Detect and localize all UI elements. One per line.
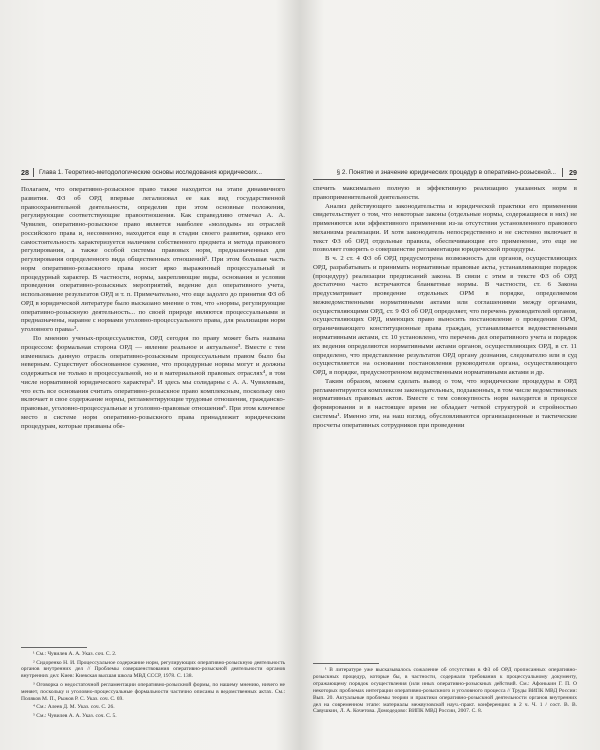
running-head-title: § 2. Понятие и значение юридических процедур в оперативно-розыскной... bbox=[336, 169, 556, 176]
paragraph: Анализ действующего законодательства и юридической практики его применения свидетельствует о том, что некоторые законы (отдельные нормы, содержащиеся в них) не применяются или эффективного применения из-за отсутствия установленного правового механизма реализации. И хотя законодатель непосредственно и не системно включает в текст ФЗ об ОРД отдельные правила, обеспечивающие его применение, это еще не позволяет говорить о совершенстве регламентации юридической процедуры. bbox=[313, 202, 577, 254]
header-divider bbox=[562, 168, 563, 177]
footnote: ² Сидоренко Н. И. Процессуальное содержание норм, регулирующих оперативно-розыскную деятельность органов внутренних дел // Проблемы совершенствования оперативно-розыскной деятельности органов внутренних дел: Киев: Киевская высшая школа МВД СССР, 1978. С. 138. bbox=[21, 659, 285, 680]
footnote-divider bbox=[313, 663, 379, 664]
footnote: ¹ См.: Чувилев А. А. Указ. соч. С. 2. bbox=[33, 651, 117, 657]
footnotes bbox=[21, 651, 285, 721]
footnotes bbox=[313, 667, 577, 717]
paragraph: В ч. 2 ст. 4 ФЗ об ОРД предусмотрена возможность для органов, осуществляющих ОРД, разрабатывать и принимать нормативные правовые акты, устанавливающие порядок (процедуру) реализации предписаний закона. В связи с этим в тексте ФЗ об ОРД достаточно часто встречаются бланкетные нормы. В частности, ст. 6 Закона предусматривает проведение отдельных ОРМ в порядке, определяемом межведомственными нормативными актами или соглашениями между органами, осуществляющими ОРД, ст. 9 ФЗ об ОРД определяет, что перечень руководителей органов, осуществляющих ОРД, имеющих право выносить постановление о проведении ОРМ, ограничивающего конституционные права граждан, устанавливается ведомственными нормативными актами, ст. 10 установлено, что перечень дел оперативного учета и порядок их ведения определяются нормативными актами органов, осуществляющих ОРД, в ст. 11 определено, что представление результатов ОРД органу дознания, следователю или в суд осуществляется на основании постановления руководителя органа, осуществляющего ОРД, в порядке, предусмотренном ведомственными нормативными актами и др. bbox=[313, 255, 577, 377]
body-text bbox=[21, 186, 285, 431]
footnote: ³ Оговорка о недостаточной регламентации оперативно-розыскной формы, по нашему мнению, ничего не меняет, поскольку и уголовно-процессуальные формальности частично описаны в ведомственных актах. См.: Поляков М. П., Рыжов Р. С. Указ. соч. С. 69. bbox=[21, 681, 285, 702]
running-header bbox=[21, 166, 285, 180]
paragraph: Полагаем, что оперативно-розыскное право также находится на этапе динамичного развития. ФЗ об ОРД впервые легализовал ее как вид государственной правоохранительной деятельности, определив при этом основные положения, регулирующие соответствующие правоотношения. Как справедливо отмечал А. А. Чувилев, оперативно-розыскное право является наиболее «молодым» из отраслей российского права и, несомненно, находится еще в стадии своего развития, однако его самостоятельность характеризуется наличием собственного предмета и метода правового регулирования, а также особой системы правовых норм, предназначенных для регулирования определенного вида общественных отношений¹. При этом большая часть норм оперативно-розыскного права носит ярко выраженный процессуальный и процедурный характер. В частности, нормы, закрепляющие виды, основания и условия проведения оперативно-розыскных мероприятий, ведение дел оперативного учета, использование результатов ОРД и т. п. Примечательно, что еще задолго до принятия ФЗ об ОРД в юридической литературе было высказано мнение о том, что «нормы, регулирующие оперативно-розыскную деятельность... по своей природе являются процессуальными и предназначены, наравне с нормами уголовно-процессуального права, для реализации норм уголовного права»². bbox=[21, 186, 285, 334]
paragraph: Таким образом, можем сделать вывод о том, что юридические процедуры в ОРД регламентируются комплексом законодательных, подзаконных, в том числе ведомственных нормативных правовых актов. Вместе с тем совокупность норм находится в процессе формирования и в настоящее время не обладает четкой структурой и стройностью системы¹. Именно эти, на наш взгляд, обусловливаются организационные и тактические просчеты оперативных сотрудников при проведении bbox=[313, 377, 577, 429]
page-number: 29 bbox=[569, 168, 577, 177]
running-head-title: Глава 1. Теоретико-методологические основы исследования юридических... bbox=[39, 169, 262, 176]
footnote: ⁴ См.: Алеев Д. М. Указ. соч. С. 26. bbox=[33, 704, 115, 711]
page-number: 28 bbox=[21, 168, 29, 177]
body-text bbox=[313, 185, 577, 430]
paragraph: По мнению ученых-процессуалистов, ОРД сегодня по праву может быть названа процессом: формальная сторона ОРД — явление реальное и актуальное³. Вместе с тем изменилась данную отрасль оперативно-розыскным процессуальным правом было бы неверным. Существует обоснованное сужение, что процедурные нормы могут и должны содержаться не только в процессуальной, но и в материальной правовых отраслях⁴, в том числе нормативной юридического характера⁵. И здесь мы солидарны с А. А. Чувилевым, что есть все основания считать оперативно-розыскное право комплексным, поскольку оно включает в свое содержание нормы, регламентирующие трудовые отношения, гражданско-правовые, уголовно-процессуальные и уголовно-правовые отношения⁶. При этом ключевое место в системе норм оперативно-розыскного права принадлежит юридическим процедурам, которые призваны обе- bbox=[21, 335, 285, 430]
footnote: ¹ В литературе уже высказывалось сожаление об отсутствии в ФЗ об ОРД прописанных оперативно-розыскных процедур, которые бы, в частности, содержали требования к процессуальному документу, отражающему порядок осуществления (или иных оперативно-розыскных действий. См.: Афонькин Г. П. О некоторых проблемах интеграции оперативно-розыскного и уголовного процесса // Труды ВИПК МВД России: Вып. 20. Актуальные проблемы теории и практики оперативно-розыскной деятельности органов внутренних дел на современном этапе: материалы межвузовской науч.-практ. конференции: в 2 ч. Ч. 1 / сост. В. В. Савушкин, Л. А. Кочетова. Домодедово: ВИПК МВД России, 2007. С. 8. bbox=[313, 667, 577, 715]
header-divider bbox=[33, 168, 34, 177]
paragraph: спечить максимально полную и эффективную реализацию указанных норм в правоприменительной деятельности. bbox=[313, 185, 577, 201]
footnote-divider bbox=[21, 647, 87, 648]
footnote: ⁵ См.: Чувилев А. А. Указ. соч. С. 5. bbox=[33, 712, 117, 719]
running-header bbox=[313, 166, 577, 180]
